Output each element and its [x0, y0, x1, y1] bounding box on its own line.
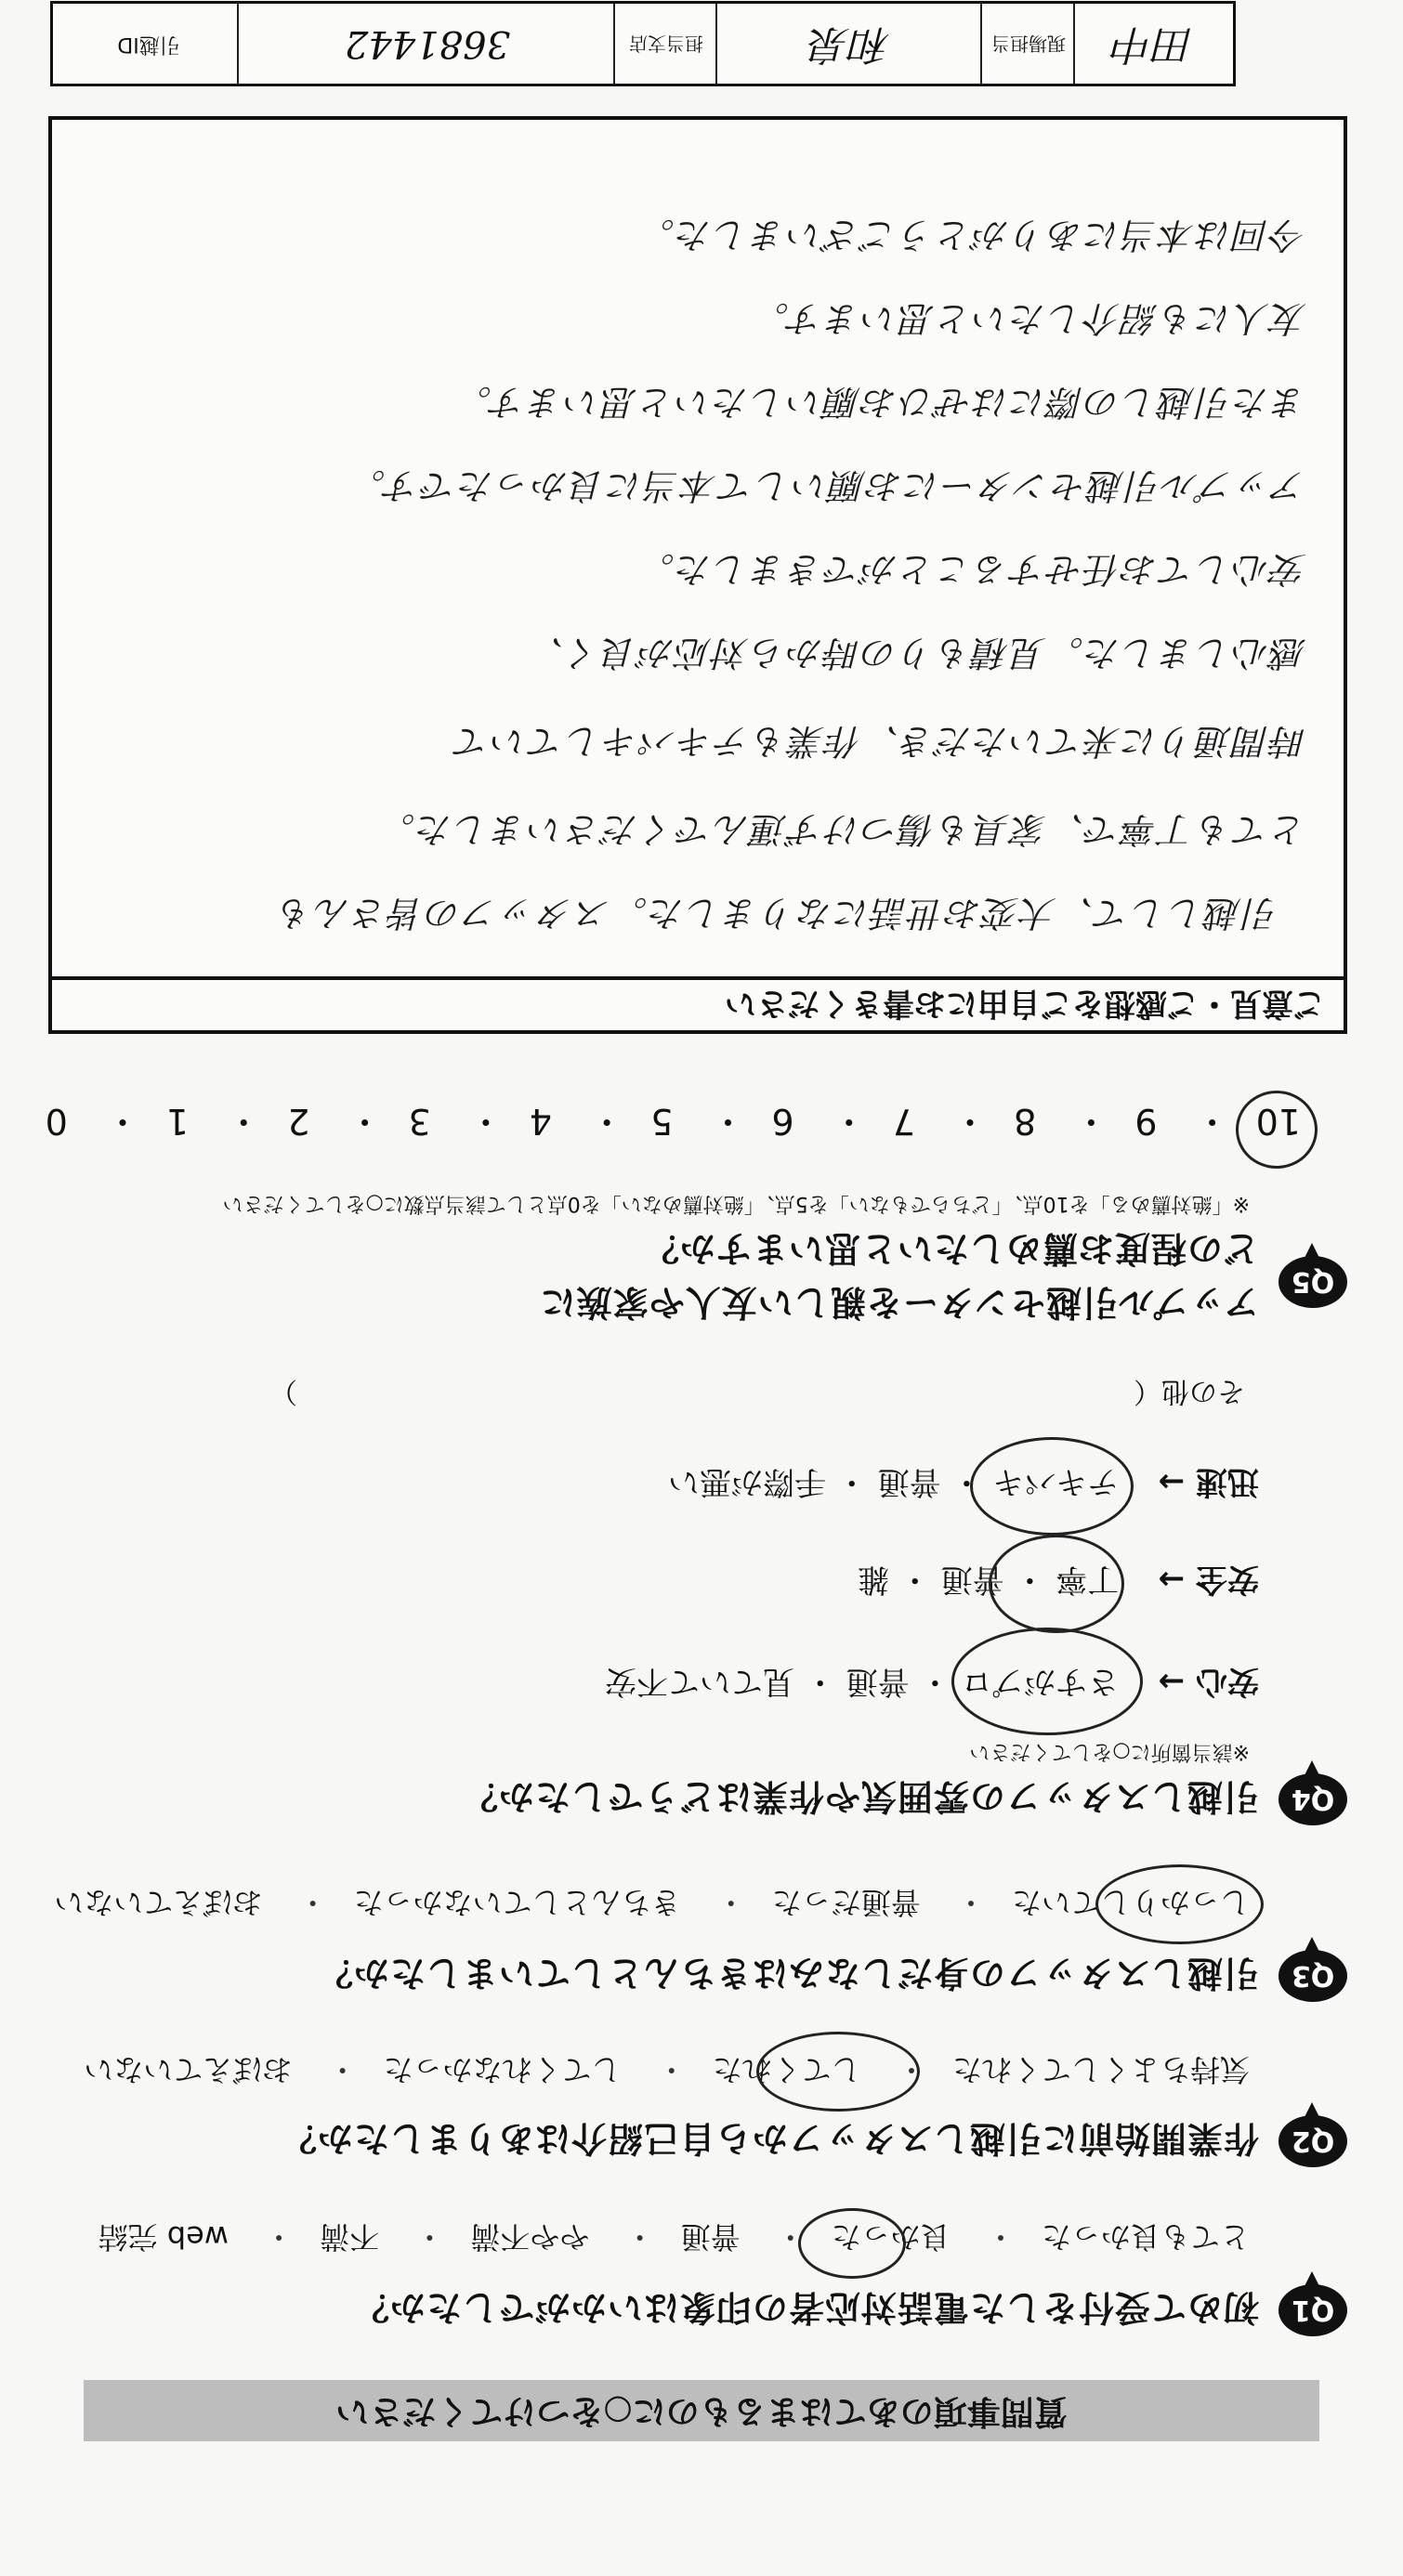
- q5-note: ※「絶対薦める」を10点、「どちらでもない」を5点、「絶対薦めない」を0点として該当点数に○をしてください: [222, 1192, 1250, 1215]
- q4-row-label: 迅速 →: [1158, 1463, 1259, 1500]
- q4-row: 迅速 → テキパキ ・ 普通 ・ 手際が悪い: [668, 1462, 1259, 1508]
- q2-options: 気持ちよくしてくれた・ してくれた・ してくれなかった・ おぼえていない: [58, 2050, 1250, 2093]
- q1-option[interactable]: 良かった: [831, 2219, 951, 2255]
- q2-icon: Q2: [1278, 2115, 1347, 2167]
- score-option[interactable]: 10: [1255, 1101, 1301, 1142]
- q5-icon: Q5: [1278, 1256, 1347, 1308]
- q1-text: 初めて受付をした電話対応者の印象はいかがでしたか？: [352, 2287, 1259, 2328]
- comment-line: 友人にも紹介したいと思います。: [752, 298, 1306, 339]
- q2-option[interactable]: してくれなかった: [383, 2052, 622, 2087]
- q4-option[interactable]: 見ていて不安: [604, 1663, 794, 1700]
- q1-option[interactable]: やや不満: [470, 2219, 590, 2255]
- q5-scale: 10・ 9・ 8・ 7・ 6・ 5・ 4・ 3・ 2・ 1・ 0: [45, 1101, 1301, 1142]
- comment-line: 引越しして、大変お世話になりました。スタッフの皆さんも: [275, 893, 1278, 934]
- q4-option[interactable]: テキパキ: [992, 1463, 1120, 1500]
- q1-option[interactable]: web 完結: [98, 2219, 229, 2255]
- q1-option[interactable]: とても良かった: [1041, 2219, 1250, 2255]
- q3-option[interactable]: おぼえていない: [54, 1885, 263, 1920]
- q4-text: 引越しスタッフの雰囲気や作業はどうでしたか？: [461, 1776, 1259, 1817]
- q1-option[interactable]: 普通: [680, 2219, 741, 2255]
- q4-row-label: 安全 →: [1158, 1561, 1259, 1598]
- score-option[interactable]: 3: [408, 1101, 431, 1142]
- comments-title: ご意見・ご感想をご自由にお書きください: [52, 976, 1344, 1030]
- q4-option[interactable]: さすがプロ: [961, 1663, 1120, 1700]
- score-option[interactable]: 5: [650, 1101, 674, 1142]
- score-option[interactable]: 8: [1014, 1101, 1037, 1142]
- q5-text-line1: アップル引越センターを親しい友人や家族に: [539, 1282, 1259, 1323]
- q4-option[interactable]: 普通: [877, 1463, 941, 1500]
- comment-line: また引越しの際にはぜひお願いしたいと思います。: [454, 382, 1306, 423]
- score-option[interactable]: 1: [165, 1101, 190, 1142]
- q2-text: 作業開始前に引越しスタッフから自己紹介はありましたか？: [280, 2118, 1259, 2159]
- comment-line: 感心しました。見積もりの時から対応が良く、: [526, 633, 1306, 673]
- q4-other[interactable]: その他（ ）: [269, 1375, 1245, 1407]
- q3-options: しっかりしていた・ 普通だった・ きちんとしていなかった・ おぼえていない: [28, 1883, 1250, 1926]
- staff-label: 現場担当: [991, 33, 1066, 55]
- q4-row-label: 安心 →: [1158, 1663, 1259, 1700]
- q3-icon: Q3: [1278, 1950, 1347, 2002]
- q5-text-line2: どの程度お薦めしたいと思いますか？: [642, 1228, 1259, 1269]
- q4-answer-circle: [989, 1535, 1124, 1633]
- q1-icon: Q1: [1278, 2284, 1347, 2336]
- comment-line: 安心してお任せすることができました。: [636, 549, 1306, 590]
- id-value: 3681442: [344, 22, 511, 65]
- comments-box: [48, 116, 1347, 1034]
- q3-option[interactable]: きちんとしていなかった: [353, 1885, 681, 1920]
- comment-line: 時間通りに来ていただき、作業もテキパキしていて: [452, 721, 1306, 762]
- instruction-banner: [84, 2380, 1319, 2441]
- q4-row: 安全 → 丁寧 ・ 普通 ・ 雑: [858, 1560, 1259, 1605]
- q3-answer-circle: [1095, 1864, 1264, 1944]
- q4-note: ※該当箇所に○をしてください: [969, 1740, 1250, 1763]
- score-option[interactable]: 7: [892, 1101, 915, 1142]
- q4-option[interactable]: 普通: [940, 1561, 1004, 1598]
- header-info-bar: [50, 1, 1236, 86]
- q4-icon: Q4: [1278, 1773, 1347, 1825]
- q4-option[interactable]: 手際が悪い: [667, 1463, 826, 1500]
- score-option[interactable]: 6: [771, 1101, 794, 1142]
- score-option[interactable]: 9: [1134, 1101, 1158, 1142]
- q2-option[interactable]: 気持ちよくしてくれた: [951, 2052, 1250, 2087]
- q4-answer-circle: [970, 1437, 1134, 1536]
- q2-answer-circle: [756, 2032, 920, 2112]
- score-option[interactable]: 4: [529, 1101, 553, 1142]
- branch-value: 和泉: [809, 20, 891, 68]
- q5-answer-circle: [1236, 1091, 1318, 1169]
- q1-answer-circle: [798, 2208, 906, 2279]
- branch-label: 担当支店: [629, 33, 703, 55]
- score-option[interactable]: 0: [45, 1101, 68, 1142]
- q1-option[interactable]: 不満: [320, 2219, 380, 2255]
- q4-answer-circle: [951, 1628, 1143, 1735]
- comment-line: とても丁寧で、家具も傷つけず運んでくださいました。: [377, 809, 1306, 850]
- comment-line: 今回は本当にありがとうございました。: [636, 215, 1306, 255]
- q3-option[interactable]: 普通だった: [771, 1885, 921, 1920]
- q4-row: 安心 → さすがプロ ・ 普通 ・ 見ていて不安: [605, 1662, 1259, 1707]
- q3-text: 引越しスタッフの身だしなみはきちんとしていましたか？: [316, 1953, 1259, 1994]
- score-option[interactable]: 2: [287, 1101, 310, 1142]
- q4-option[interactable]: 雑: [857, 1561, 889, 1598]
- id-label: 引越ID: [117, 33, 180, 56]
- q2-option[interactable]: おぼえていない: [84, 2052, 293, 2087]
- staff-value: 田中: [1113, 20, 1195, 68]
- banner-text: 質問事項のあてはまるものに○をつけてください: [335, 2392, 1068, 2430]
- q4-option[interactable]: 普通: [846, 1663, 910, 1700]
- q2-option[interactable]: してくれた: [712, 2052, 861, 2087]
- q1-options: とても良かった・ 良かった・ 普通・ やや不満・ 不満・ web 完結: [72, 2217, 1250, 2260]
- comment-line: アップル引越センターにお願いして本当に良かったです。: [347, 465, 1306, 506]
- q3-option[interactable]: しっかりしていた: [1011, 1885, 1250, 1920]
- q4-option[interactable]: 丁寧: [1056, 1561, 1120, 1598]
